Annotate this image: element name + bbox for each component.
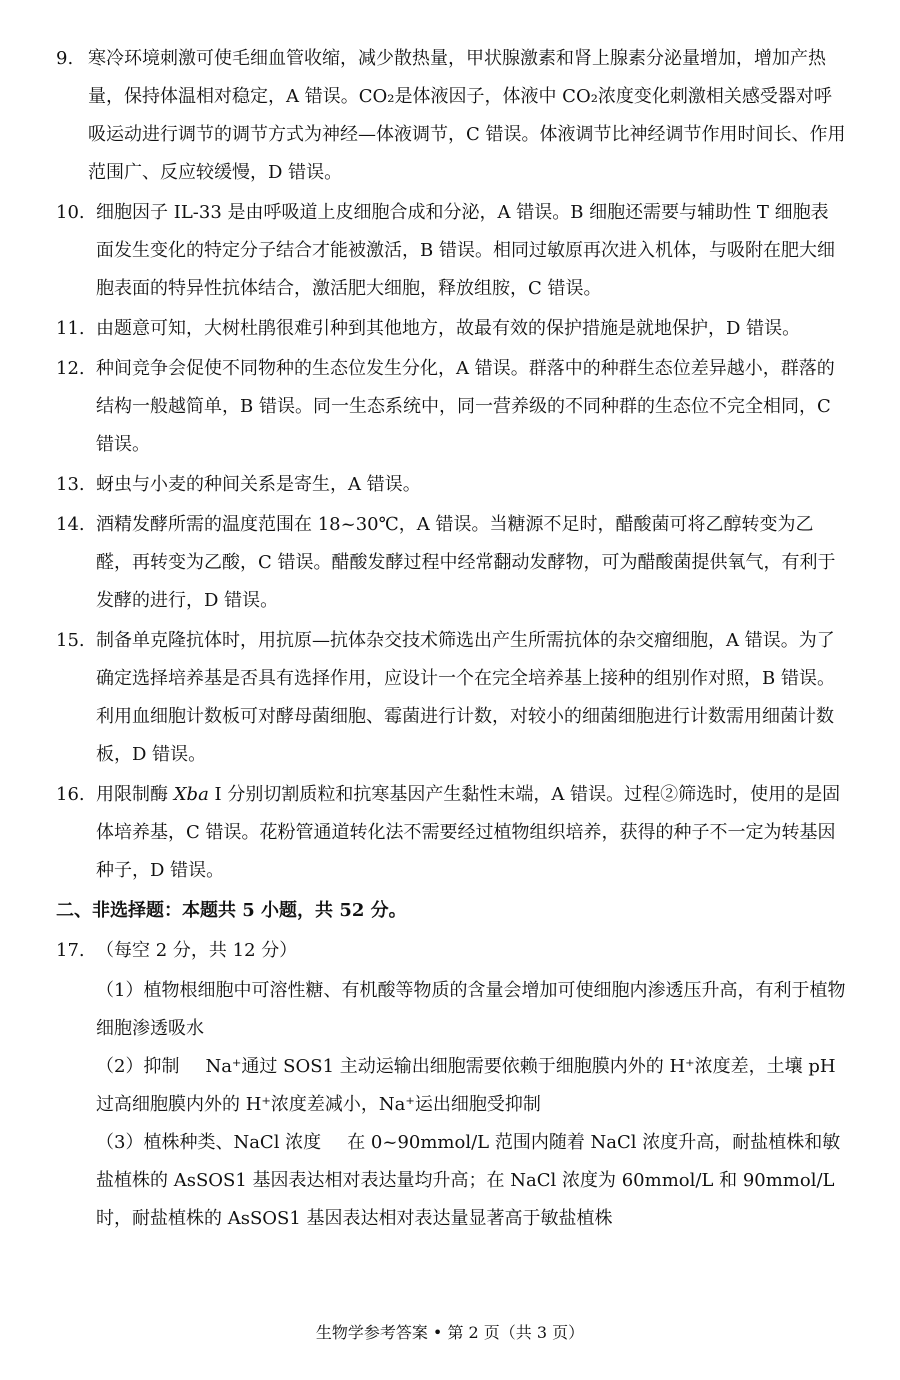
enzyme-name: Xba: [173, 784, 209, 805]
item-number: 9.: [56, 48, 74, 69]
answer-item-10: [56, 194, 846, 308]
item-number: 13.: [56, 474, 85, 495]
answer-17-part-3: [56, 1124, 846, 1238]
item-text: 由题意可知，大树杜鹃很难引种到其他地方，故最有效的保护措施是就地保护，D 错误。: [96, 318, 801, 339]
part-2-answer: （2）抑制: [96, 1056, 180, 1077]
section-title: 二、非选择题：本题共 5 小题，共 52 分。: [56, 900, 407, 921]
part-2-explanation: Na⁺通过 SOS1 主动运输出细胞需要依赖于细胞膜内外的 H⁺浓度差，土壤 pH 过高细胞膜内外的 H⁺浓度差减小，Na⁺运出细胞受抑制: [96, 1056, 836, 1115]
item-text-pre: 用限制酶: [96, 784, 174, 805]
page-footer: 生物学参考答案 • 第 2 页（共 3 页）: [315, 1323, 585, 1342]
part-3-explanation: 在 0~90mmol/L 范围内随着 NaCl 浓度升高，耐盐植株和敏盐植株的 AsSOS1 基因表达相对表达量均升高；在 NaCl 浓度为 60mmol/L 和 90mmol/L 时，耐盐植株的 AsSOS1 基因表达相对表达量显著高于敏盐植株: [96, 1132, 841, 1229]
item-number: 17.: [56, 940, 85, 961]
answer-item-11: [56, 310, 846, 348]
answer-item-17: [56, 932, 846, 970]
item-text-post: I 分别切割质粒和抗寒基因产生黏性末端，A 错误。过程②筛选时，使用的是固体培养基，C 错误。花粉管通道转化法不需要经过植物组织培养，获得的种子不一定为转基因种子，D 错误。: [96, 784, 841, 881]
answer-item-14: [56, 506, 846, 620]
item-text: 蚜虫与小麦的种间关系是寄生，A 错误。: [96, 474, 421, 495]
item-header: （每空 2 分，共 12 分）: [96, 940, 298, 961]
item-number: 11.: [56, 318, 85, 339]
answer-item-16: [56, 776, 846, 890]
answer-17-part-2: [56, 1048, 846, 1124]
item-number: 10.: [56, 202, 85, 223]
item-text: 细胞因子 IL-33 是由呼吸道上皮细胞合成和分泌，A 错误。B 细胞还需要与辅助性 T 细胞表面发生变化的特定分子结合才能被激活，B 错误。相同过敏原再次进入机体，与吸附在肥大细胞表面的特异性抗体结合，激活肥大细胞，释放组胺，C 错误。: [96, 202, 835, 299]
item-number: 12.: [56, 358, 85, 379]
part-3-answer: （3）植株种类、NaCl 浓度: [96, 1132, 322, 1153]
item-text: 酒精发酵所需的温度范围在 18~30℃，A 错误。当糖源不足时，醋酸菌可将乙醇转变为乙醛，再转变为乙酸，C 错误。醋酸发酵过程中经常翻动发酵物，可为醋酸菌提供氧气，有利于发酵的进行，D 错误。: [96, 514, 836, 611]
answer-item-12: [56, 350, 846, 464]
answer-item-15: [56, 622, 846, 774]
item-number: 14.: [56, 514, 85, 535]
item-text: 寒冷环境刺激可使毛细血管收缩，减少散热量，甲状腺激素和肾上腺素分泌量增加，增加产热量，保持体温相对稳定，A 错误。CO₂是体液因子，体液中 CO₂浓度变化刺激相关感受器对呼吸运动进行调节的调节方式为神经—体液调节，C 错误。体液调节比神经调节作用时间长、作用范围广、反应较缓慢，D 错误。: [88, 48, 846, 183]
answer-17-part-1: （1）植物根细胞中可溶性糖、有机酸等物质的含量会增加可使细胞内渗透压升高，有利于植物细胞渗透吸水: [96, 980, 846, 1039]
item-number: 16.: [56, 784, 85, 805]
item-number: 15.: [56, 630, 85, 651]
item-text: 种间竞争会促使不同物种的生态位发生分化，A 错误。群落中的种群生态位差异越小，群落的结构一般越简单，B 错误。同一生态系统中，同一营养级的不同种群的生态位不完全相同，C 错误。: [96, 358, 835, 455]
answer-content: [56, 40, 846, 1238]
item-text: 制备单克隆抗体时，用抗原—抗体杂交技术筛选出产生所需抗体的杂交瘤细胞，A 错误。为了确定选择培养基是否具有选择作用，应设计一个在完全培养基上接种的组别作对照，B 错误。利用血细胞计数板可对酵母菌细胞、霉菌进行计数，对较小的细菌细胞进行计数需用细菌计数板，D 错误。: [96, 630, 835, 765]
answer-item-9: [56, 40, 846, 192]
answer-item-13: [56, 466, 846, 504]
